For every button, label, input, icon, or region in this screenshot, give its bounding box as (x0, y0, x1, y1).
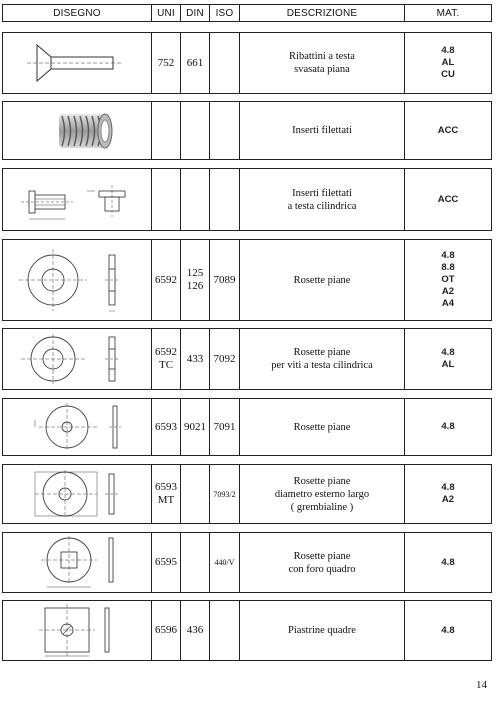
uni-value: 6592 (152, 240, 181, 320)
material: 4.8 8.8 OT A2 A4 (441, 250, 455, 309)
iso-value: 7089 (210, 240, 240, 320)
large-washer-drawing (3, 465, 152, 523)
din-value: 433 (181, 329, 210, 389)
header-disegno: DISEGNO (3, 5, 152, 21)
din-value: 9021 (181, 399, 210, 455)
description: Rosette piane con foro quadro (240, 533, 405, 592)
cylinder-head-insert-drawing (3, 169, 152, 230)
square-hole-washer-drawing (3, 533, 152, 592)
table-row (2, 239, 492, 321)
table-row (2, 168, 492, 231)
material: ACC (437, 124, 459, 136)
din-value (181, 465, 210, 523)
header-din: DIN (181, 5, 210, 21)
threaded-insert-photo (3, 102, 152, 159)
square-plate-drawing (3, 601, 152, 660)
description: Ribattini a testa svasata piana (240, 33, 405, 93)
uni-value: 6593 (152, 399, 181, 455)
uni-value: 6592 TC (152, 329, 181, 389)
description: Rosette piane diametro esterno largo ( grembialine ) (240, 465, 405, 523)
material: 4.8 (441, 556, 455, 568)
uni-value: 752 (152, 33, 181, 93)
iso-value: 7091 (210, 399, 240, 455)
description: Inserti filettati a testa cilindrica (240, 169, 405, 230)
countersunk-rivet-drawing (3, 33, 152, 93)
header-mat: MAT. (436, 7, 460, 19)
din-value: 125 126 (181, 240, 210, 320)
description: Rosette piane per viti a testa cilindrica (240, 329, 405, 389)
uni-value: 6593 MT (152, 465, 181, 523)
table-row (2, 32, 492, 94)
iso-value (210, 102, 240, 159)
din-value (181, 169, 210, 230)
description: Rosette piane (240, 399, 405, 455)
iso-value: 7093/2 (210, 465, 240, 523)
material: 4.8 AL (441, 347, 455, 370)
iso-value: 7092 (210, 329, 240, 389)
description: Piastrine quadre (240, 601, 405, 660)
header-iso: ISO (210, 5, 240, 21)
iso-value: 440/V (210, 533, 240, 592)
uni-value (152, 169, 181, 230)
material: ACC (437, 193, 459, 205)
din-value: 436 (181, 601, 210, 660)
material: 4.8 A2 (441, 482, 455, 505)
iso-value (210, 33, 240, 93)
flat-washer-drawing (3, 240, 152, 320)
din-value (181, 533, 210, 592)
uni-value: 6595 (152, 533, 181, 592)
uni-value (152, 102, 181, 159)
table-row (2, 101, 492, 160)
iso-value (210, 169, 240, 230)
description: Rosette piane (240, 240, 405, 320)
flat-washer-tc-drawing (3, 329, 152, 389)
header-uni: UNI (152, 5, 181, 21)
material: 4.8 (441, 421, 455, 432)
material: 4.8 (441, 624, 455, 636)
iso-value (210, 601, 240, 660)
table-header (2, 4, 492, 22)
material: 4.8 AL CU (441, 45, 455, 80)
header-descrizione: DESCRIZIONE (240, 5, 405, 21)
din-value (181, 102, 210, 159)
table-row (2, 600, 492, 661)
table-row (2, 328, 492, 390)
table-row (2, 398, 492, 456)
din-value: 661 (181, 33, 210, 93)
table-row (2, 532, 492, 593)
description: Inserti filettati (240, 102, 405, 159)
table-row (2, 464, 492, 524)
page-number: 14 (476, 679, 487, 691)
uni-value: 6596 (152, 601, 181, 660)
flat-washer-small-drawing (3, 399, 152, 455)
